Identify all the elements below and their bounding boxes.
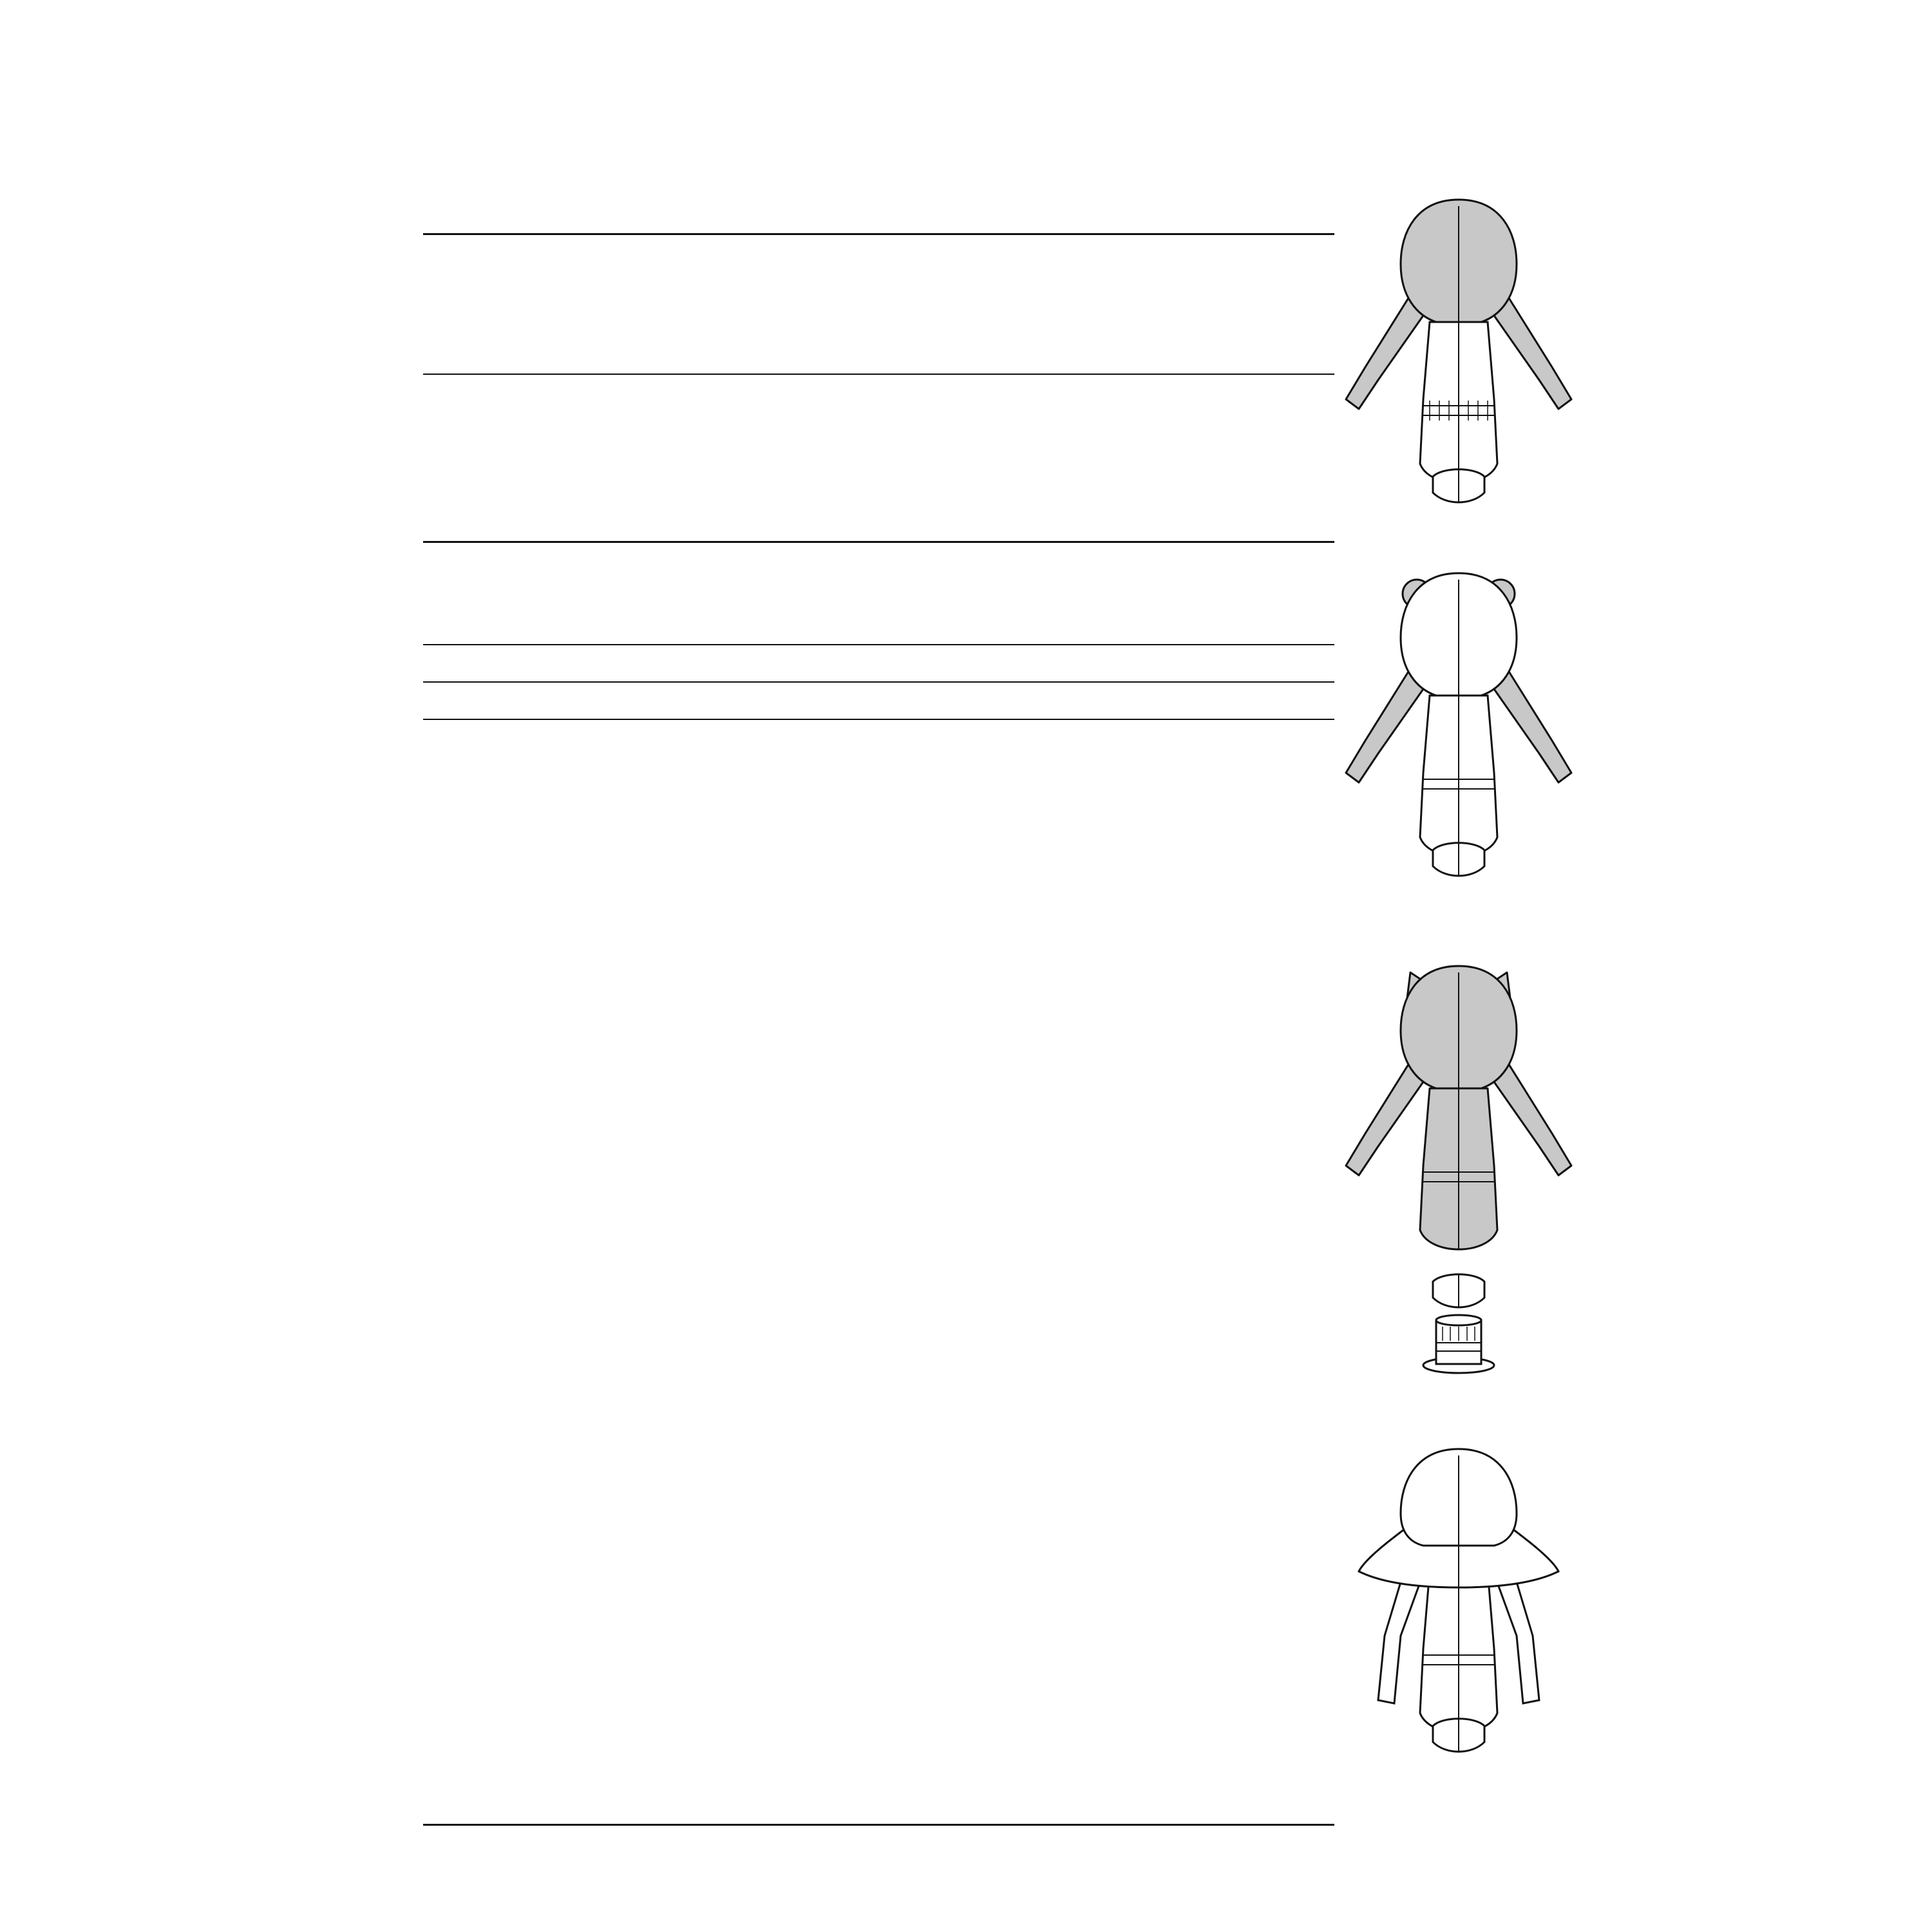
sleeve-shape xyxy=(1494,1056,1571,1175)
hat-shape xyxy=(1423,1315,1494,1373)
divider xyxy=(423,644,1334,645)
view-b-illustration xyxy=(1340,567,1584,902)
sleeve-shape xyxy=(1346,663,1423,782)
divider xyxy=(423,681,1334,683)
divider xyxy=(423,541,1334,543)
sizes-eu-row xyxy=(425,612,1333,644)
divider xyxy=(423,1824,1334,1826)
sleeve-shape xyxy=(1494,663,1571,782)
divider xyxy=(423,719,1334,720)
sleeve-shape xyxy=(1346,290,1423,409)
view-c-illustration xyxy=(1340,960,1584,1410)
sizes-row xyxy=(425,546,1333,578)
view-a-illustration xyxy=(1340,193,1584,528)
sizes-us-row xyxy=(425,579,1333,611)
divider xyxy=(423,233,1334,235)
divider xyxy=(423,374,1334,375)
view-d-illustration xyxy=(1340,1443,1584,1777)
sleeve-shape xyxy=(1494,290,1571,409)
sleeve-shape xyxy=(1346,1056,1423,1175)
